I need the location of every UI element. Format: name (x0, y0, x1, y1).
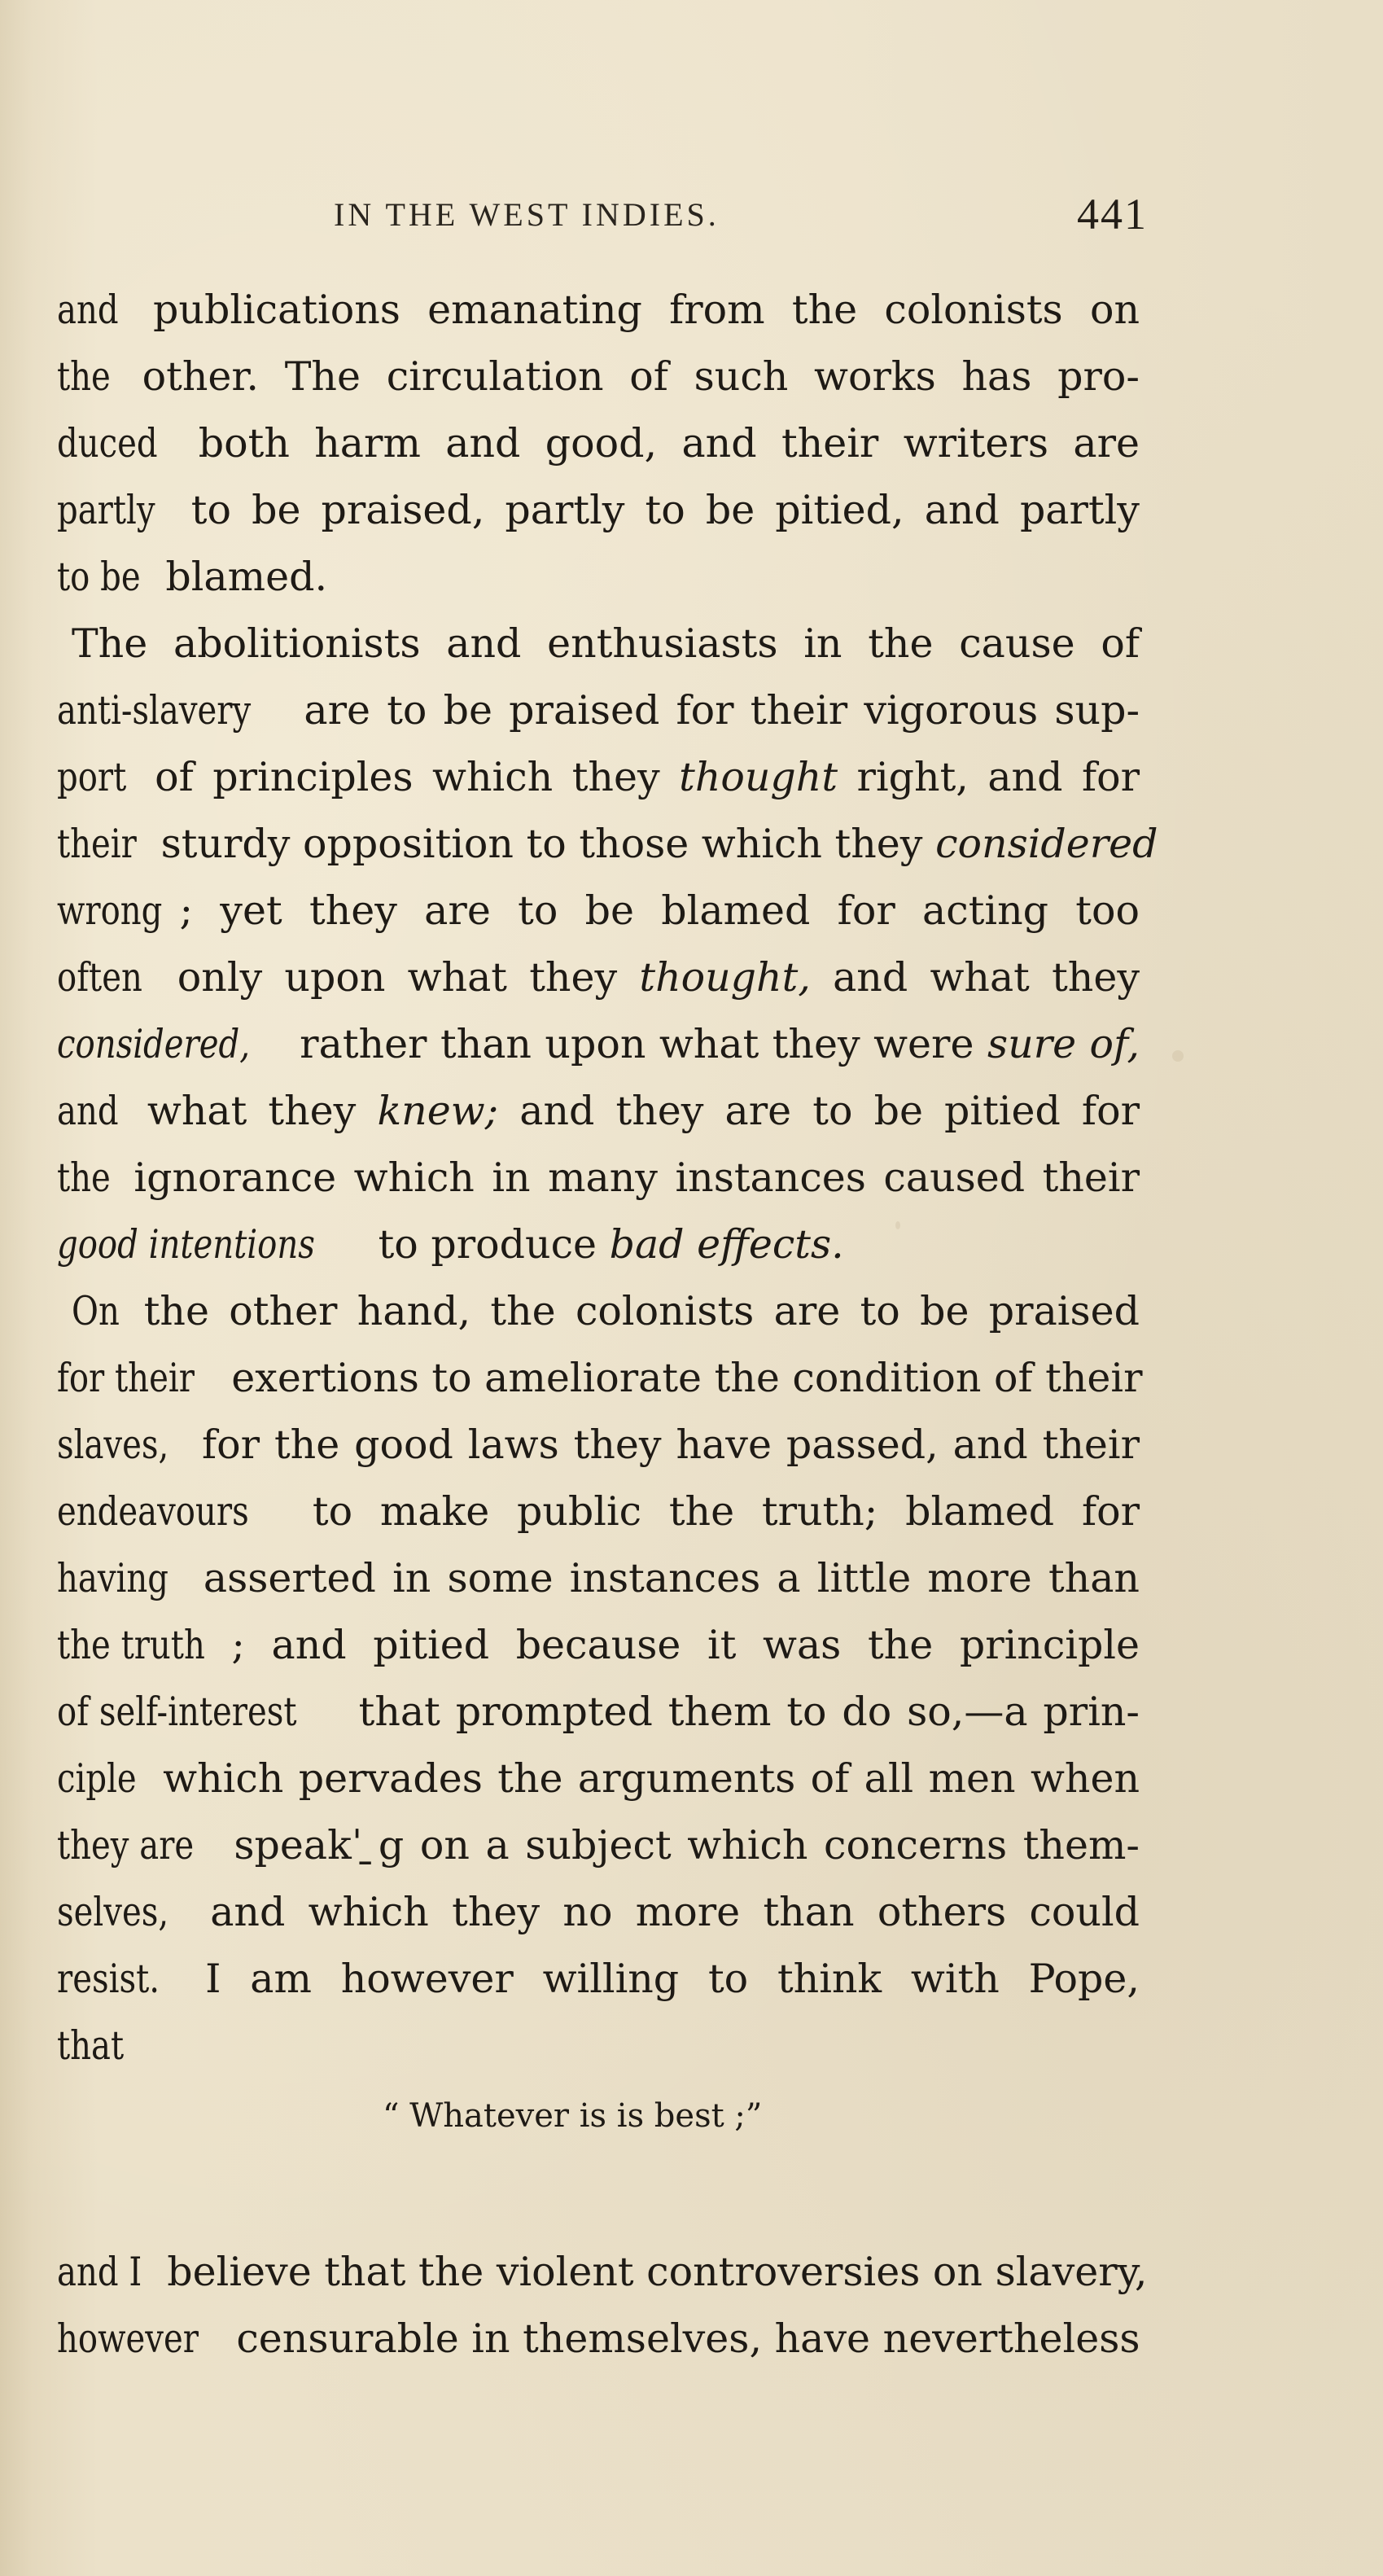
paragraph-3 (57, 1278, 1143, 2079)
text-line: resist. I am however willing to think with Pope, (57, 1956, 1140, 2002)
text-line: The abolitionists and enthusiasts in the cause of (72, 620, 1140, 667)
running-title: IN THE WEST INDIES. (334, 196, 720, 233)
text-line: however censurable in themselves, have nevertheless (57, 2315, 1140, 2362)
text-line: the ignorance which in many instances caused their (57, 1154, 1140, 1201)
pope-quotation: “ Whatever is is best ;” (383, 2097, 763, 2135)
text-line: good intentions to produce bad effects. (57, 1221, 844, 1268)
text-line: port of principles which they thought right, and for (57, 754, 1140, 800)
paragraph-1 (57, 277, 1140, 611)
paper-stain (1172, 1050, 1184, 1062)
paragraph-2 (57, 611, 1158, 1278)
text-line: ciple which pervades the arguments of all men when (57, 1755, 1140, 1802)
running-head (334, 189, 1148, 238)
page-number: 441 (1077, 190, 1148, 239)
text-line: they are speakˈ ̱g on a subject which concerns them- (57, 1822, 1140, 1868)
text-line: of self-interest that prompted them to do so,—a prin- (57, 1689, 1140, 1735)
text-line: often only upon what they thought, and what they (57, 954, 1140, 1001)
paragraph-4 (57, 2239, 1148, 2372)
text-line: that (57, 2022, 125, 2069)
text-line: for their exertions to ameliorate the condition of their (57, 1355, 1143, 1401)
text-line: to be blamed. (57, 554, 328, 600)
text-line: having asserted in some instances a little more than (57, 1555, 1140, 1601)
text-line: considered, rather than upon what they were sure of, (57, 1021, 1140, 1067)
text-line: selves, and which they no more than others could (57, 1889, 1140, 1935)
text-line: and publications emanating from the colonists on (57, 287, 1140, 333)
text-line: the other. The circulation of such works has pro- (57, 353, 1140, 400)
text-line: anti-slavery are to be praised for their vigorous sup- (57, 687, 1140, 734)
text-line: partly to be praised, partly to be pitied, and partly (57, 487, 1140, 533)
text-line: slaves, for the good laws they have passed, and their (57, 1422, 1140, 1468)
text-line: the truth ; and pitied because it was the principle (57, 1622, 1140, 1668)
text-line: their sturdy opposition to those which they considered (57, 821, 1158, 867)
text-line: and I believe that the violent controversies on slavery, (57, 2249, 1148, 2295)
body-text (57, 277, 1158, 2372)
text-line: and what they knew; and they are to be pitied for (57, 1088, 1140, 1134)
text-line: On the other hand, the colonists are to be praised (72, 1288, 1140, 1334)
text-line: endeavours to make public the truth; blamed for (57, 1488, 1140, 1535)
text-line: wrong ; yet they are to be blamed for acting too (57, 887, 1140, 934)
text-line: duced both harm and good, and their writers are (57, 420, 1140, 467)
